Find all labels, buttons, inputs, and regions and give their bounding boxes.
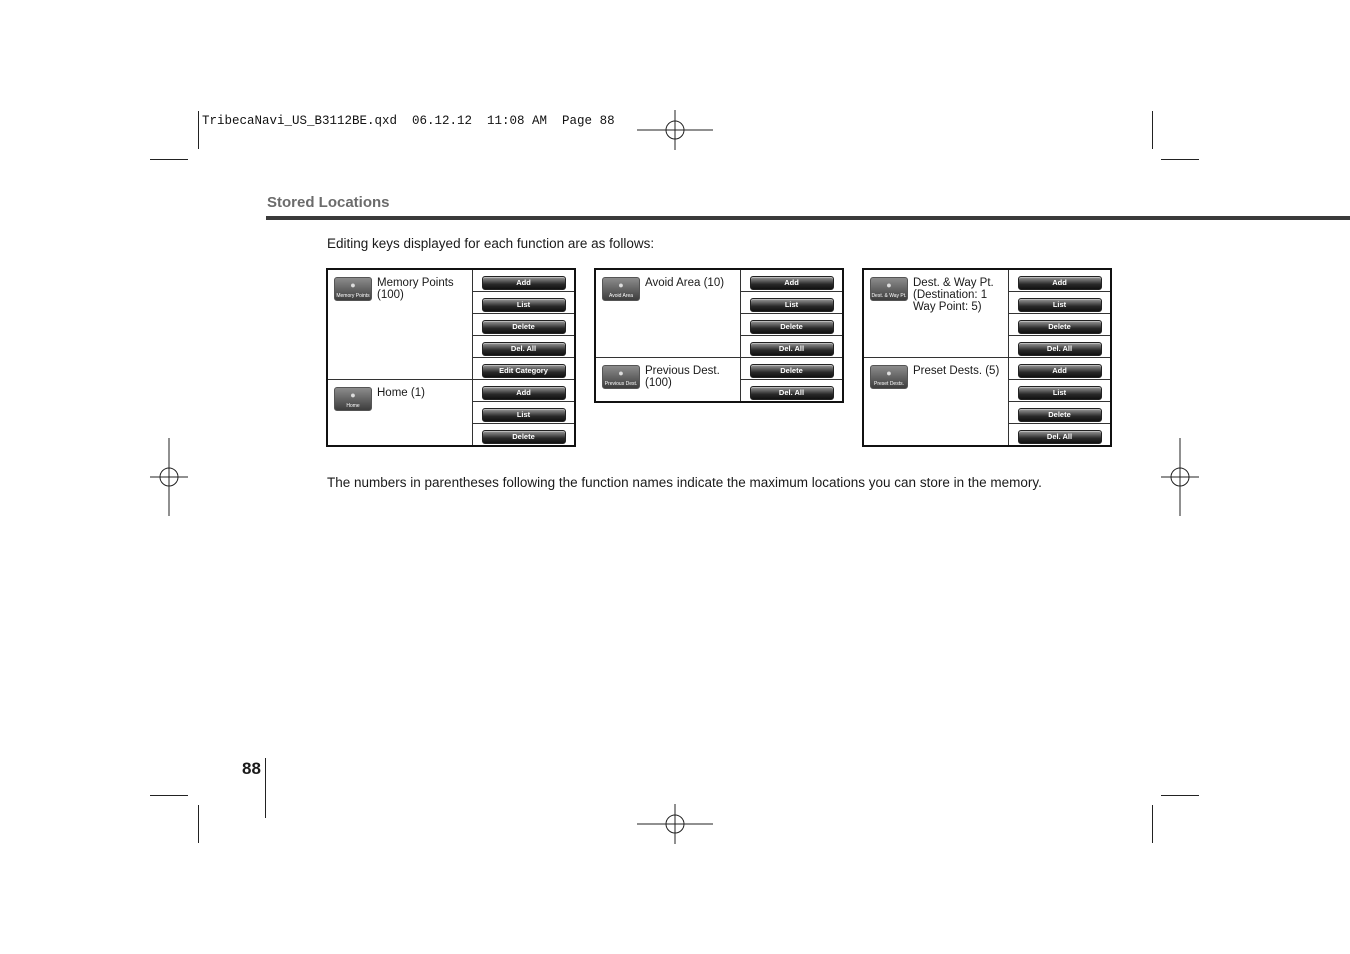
function-label: Previous Dest. (100)	[645, 365, 720, 389]
icon-glyph: ●	[618, 368, 624, 378]
key-del-all-button[interactable]: Del. All	[1018, 342, 1102, 356]
key-cell	[473, 314, 576, 336]
key-list-button[interactable]: List	[482, 408, 566, 422]
key-cell	[741, 314, 844, 336]
key-cell	[473, 424, 576, 447]
key-cell	[1009, 292, 1112, 314]
key-cell	[741, 336, 844, 358]
editing-keys-table	[594, 268, 844, 403]
key-add-button[interactable]: Add	[1018, 364, 1102, 378]
page-number: 88	[242, 759, 261, 778]
function-cell	[327, 269, 473, 380]
function-cell	[595, 269, 741, 358]
function-label: Avoid Area (10)	[645, 277, 725, 289]
key-list-button[interactable]: List	[1018, 298, 1102, 312]
key-cell	[741, 380, 844, 403]
icon-label: Home	[346, 403, 360, 409]
key-del-all-button[interactable]: Del. All	[750, 386, 834, 400]
key-del-all-button[interactable]: Del. All	[1018, 430, 1102, 444]
key-delete-button[interactable]: Delete	[750, 364, 834, 378]
note-text: The numbers in parentheses following the function names indicate the maximum locations you can store in the memory.	[327, 475, 1042, 490]
key-add-button[interactable]: Add	[482, 386, 566, 400]
icon-glyph: ●	[350, 390, 356, 400]
icon-glyph: ●	[350, 280, 356, 290]
crop-mark	[1161, 795, 1199, 796]
icon-glyph: ●	[886, 368, 892, 378]
print-slug: TribecaNavi_US_B3112BE.qxd 06.12.12 11:08 AM Page 88	[202, 114, 615, 128]
section-rule	[266, 216, 1350, 220]
key-cell	[1009, 269, 1112, 292]
key-list-button[interactable]: List	[482, 298, 566, 312]
crop-mark	[150, 159, 188, 160]
key-cell	[1009, 424, 1112, 447]
key-cell	[473, 292, 576, 314]
key-cell	[1009, 314, 1112, 336]
key-cell	[1009, 336, 1112, 358]
previous-dest-icon	[602, 365, 640, 389]
function-cell	[327, 380, 473, 447]
key-cell	[473, 358, 576, 380]
home-icon	[334, 387, 372, 411]
key-list-button[interactable]: List	[750, 298, 834, 312]
function-label: Preset Dests. (5)	[913, 365, 1000, 377]
key-cell	[473, 336, 576, 358]
icon-glyph: ●	[886, 280, 892, 290]
registration-mark-icon	[150, 438, 188, 516]
crop-mark	[1152, 111, 1153, 149]
icon-label: Avoid Area	[608, 293, 634, 299]
icon-label: Dest. & Way Pt.	[871, 293, 907, 299]
key-cell	[741, 292, 844, 314]
key-cell	[473, 402, 576, 424]
key-cell	[473, 380, 576, 402]
key-cell	[1009, 402, 1112, 424]
icon-label: Previous Dest.	[604, 381, 638, 387]
key-delete-button[interactable]: Delete	[482, 430, 566, 444]
icon-glyph: ●	[618, 280, 624, 290]
crop-mark	[1161, 159, 1199, 160]
crop-mark	[1152, 805, 1153, 843]
key-add-button[interactable]: Add	[1018, 276, 1102, 290]
memory-points-icon	[334, 277, 372, 301]
function-cell	[595, 358, 741, 403]
page-number-rule	[265, 758, 266, 818]
intro-text: Editing keys displayed for each function are as follows:	[327, 236, 655, 251]
icon-label: Memory Points	[336, 293, 370, 299]
key-cell	[741, 358, 844, 380]
key-list-button[interactable]: List	[1018, 386, 1102, 400]
key-delete-button[interactable]: Delete	[482, 320, 566, 334]
icon-label: Preset Dests.	[873, 381, 904, 387]
key-cell	[473, 269, 576, 292]
function-label: Dest. & Way Pt. (Destination: 1 Way Point: 5)	[913, 277, 994, 313]
avoid-area-icon	[602, 277, 640, 301]
key-edit-category-button[interactable]: Edit Category	[482, 364, 566, 378]
key-delete-button[interactable]: Delete	[1018, 408, 1102, 422]
section-title: Stored Locations	[267, 194, 390, 211]
registration-mark-icon	[637, 110, 713, 150]
function-cell	[863, 358, 1009, 447]
registration-mark-icon	[1161, 438, 1199, 516]
key-delete-button[interactable]: Delete	[1018, 320, 1102, 334]
function-label: Home (1)	[377, 387, 425, 399]
crop-mark	[198, 111, 199, 149]
key-delete-button[interactable]: Delete	[750, 320, 834, 334]
key-add-button[interactable]: Add	[482, 276, 566, 290]
key-add-button[interactable]: Add	[750, 276, 834, 290]
dest-way-pt-icon	[870, 277, 908, 301]
key-del-all-button[interactable]: Del. All	[750, 342, 834, 356]
key-cell	[741, 269, 844, 292]
key-del-all-button[interactable]: Del. All	[482, 342, 566, 356]
preset-dests-icon	[870, 365, 908, 389]
editing-keys-table	[862, 268, 1112, 447]
function-label: Memory Points (100)	[377, 277, 454, 301]
key-cell	[1009, 358, 1112, 380]
crop-mark	[198, 805, 199, 843]
editing-keys-table	[326, 268, 576, 447]
crop-mark	[150, 795, 188, 796]
registration-mark-icon	[637, 804, 713, 844]
function-cell	[863, 269, 1009, 358]
key-cell	[1009, 380, 1112, 402]
